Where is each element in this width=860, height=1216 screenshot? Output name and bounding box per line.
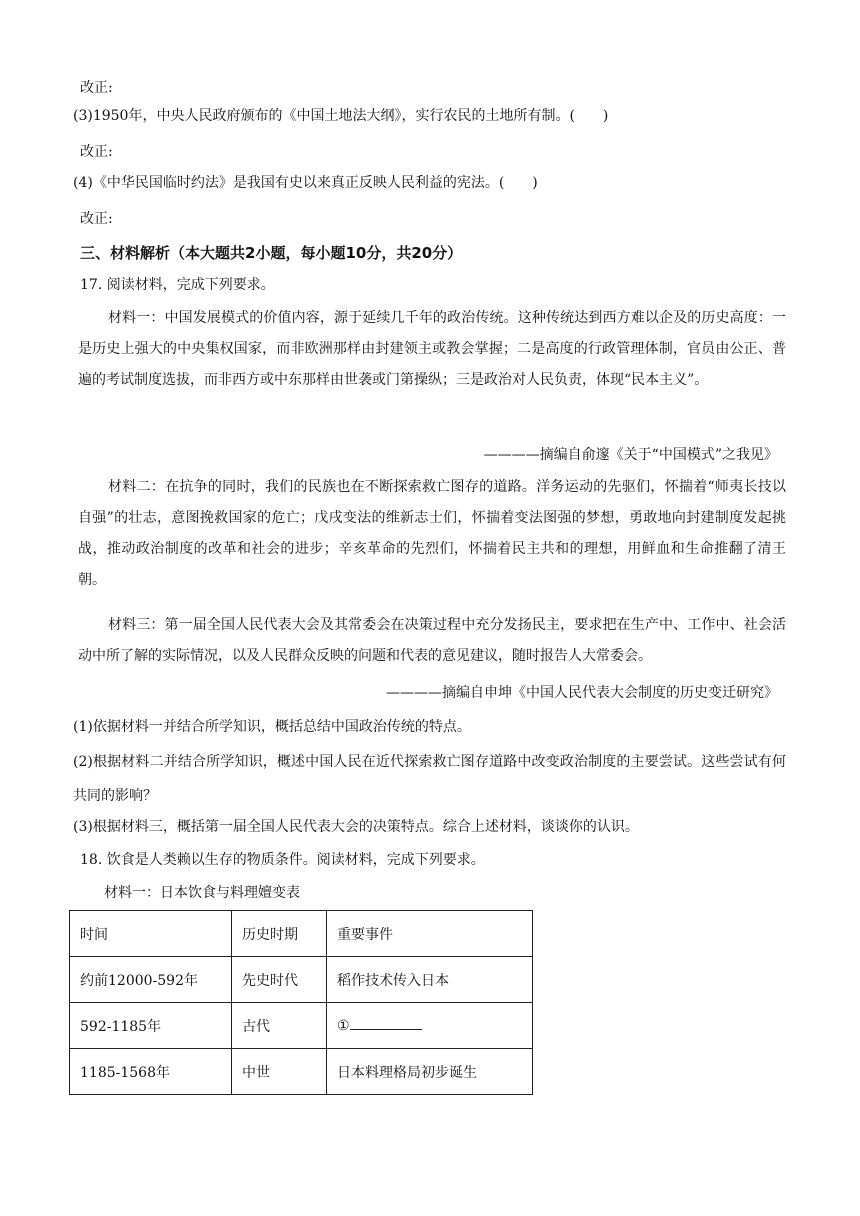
table-cell: 先史时代 [232,957,327,1003]
table-cell: 日本料理格局初步诞生 [327,1049,533,1095]
q17-task-2: (2)根据材料二并结合所学知识，概述中国人民在近代探索救亡图存道路中改变政治制度的主要尝试。这些尝试有何共同的影响？ [73,754,786,804]
true-false-item-4: (4)《中华民国临时约法》是我国有史以来真正反映人民利益的宪法。( ) [73,175,538,191]
correction-label: 改正: [80,144,113,160]
q17-material-1: 材料一：中国发展模式的价值内容，源于延续几千年的政治传统。这种传统达到西方难以企及的历史高度：一是历史上强大的中央集权国家，而非欧洲那样由封建领主或教会掌握；二是高度的行政管理体制，官员由公正、普遍的考试制度选拔，而非西方或中东那样由世袭或门第操纵；三是政治对人民负责，体现“民本主义”。 [78,310,786,388]
table-header-cell: 历史时期 [232,911,327,957]
q17-task-1: (1)依据材料一并结合所学知识，概括总结中国政治传统的特点。 [73,719,471,735]
table-cell: 1185-1568年 [70,1049,232,1095]
q17-task-3: (3)根据材料三，概括第一届全国人民代表大会的决策特点。综合上述材料，谈谈你的认识。 [73,819,639,835]
blank-number: ① [337,1018,350,1034]
q18-material-1-title: 材料一：日本饮食与料理嬗变表 [104,885,300,901]
table-row [70,1003,533,1049]
table-row [70,1049,533,1095]
table-row [70,957,533,1003]
table-cell: 古代 [232,1003,327,1049]
table-header-row [70,911,533,957]
q17-source-1: ————摘编自俞邃《关于“中国模式”之我见》 [483,447,778,463]
correction-label: 改正: [80,80,113,96]
section-heading: 三、材料解析（本大题共2小题，每小题10分，共20分） [80,244,463,262]
table-header-cell: 重要事件 [327,911,533,957]
food-history-table [69,910,533,1095]
q17-source-3: ————摘编自申坤《中国人民代表大会制度的历史变迁研究》 [386,685,778,701]
correction-label: 改正: [80,211,113,227]
question-17-stem: 17. 阅读材料，完成下列要求。 [80,277,275,293]
table-cell: 中世 [232,1049,327,1095]
question-18-stem: 18. 饮食是人类赖以生存的物质条件。阅读材料，完成下列要求。 [80,852,485,868]
true-false-item-3: (3)1950年，中央人民政府颁布的《中国土地法大纲》，实行农民的土地所有制。( ) [73,108,609,124]
q17-material-2: 材料二：在抗争的同时，我们的民族也在不断探索救亡图存的道路。洋务运动的先驱们，怀揣着“师夷长技以自强”的壮志，意图挽救国家的危亡；戊戌变法的维新志士们，怀揣着变法图强的梦想，勇敢地向封建制度发起挑战，推动政治制度的改革和社会的进步；辛亥革命的先烈们，怀揣着民主共和的理想，用鲜血和生命推翻了清王朝。 [78,479,786,588]
table-header-cell: 时间 [70,911,232,957]
table-cell: 约前12000-592年 [70,957,232,1003]
table-cell: 592-1185年 [70,1003,232,1049]
table-cell: 稻作技术传入日本 [327,957,533,1003]
table-cell-blank [327,1003,533,1049]
q17-material-3: 材料三：第一届全国人民代表大会及其常委会在决策过程中充分发扬民主，要求把在生产中、工作中、社会活动中所了解的实际情况，以及人民群众反映的问题和代表的意见建议，随时报告人大常委会。 [78,617,786,664]
fill-in-blank [350,1017,422,1030]
